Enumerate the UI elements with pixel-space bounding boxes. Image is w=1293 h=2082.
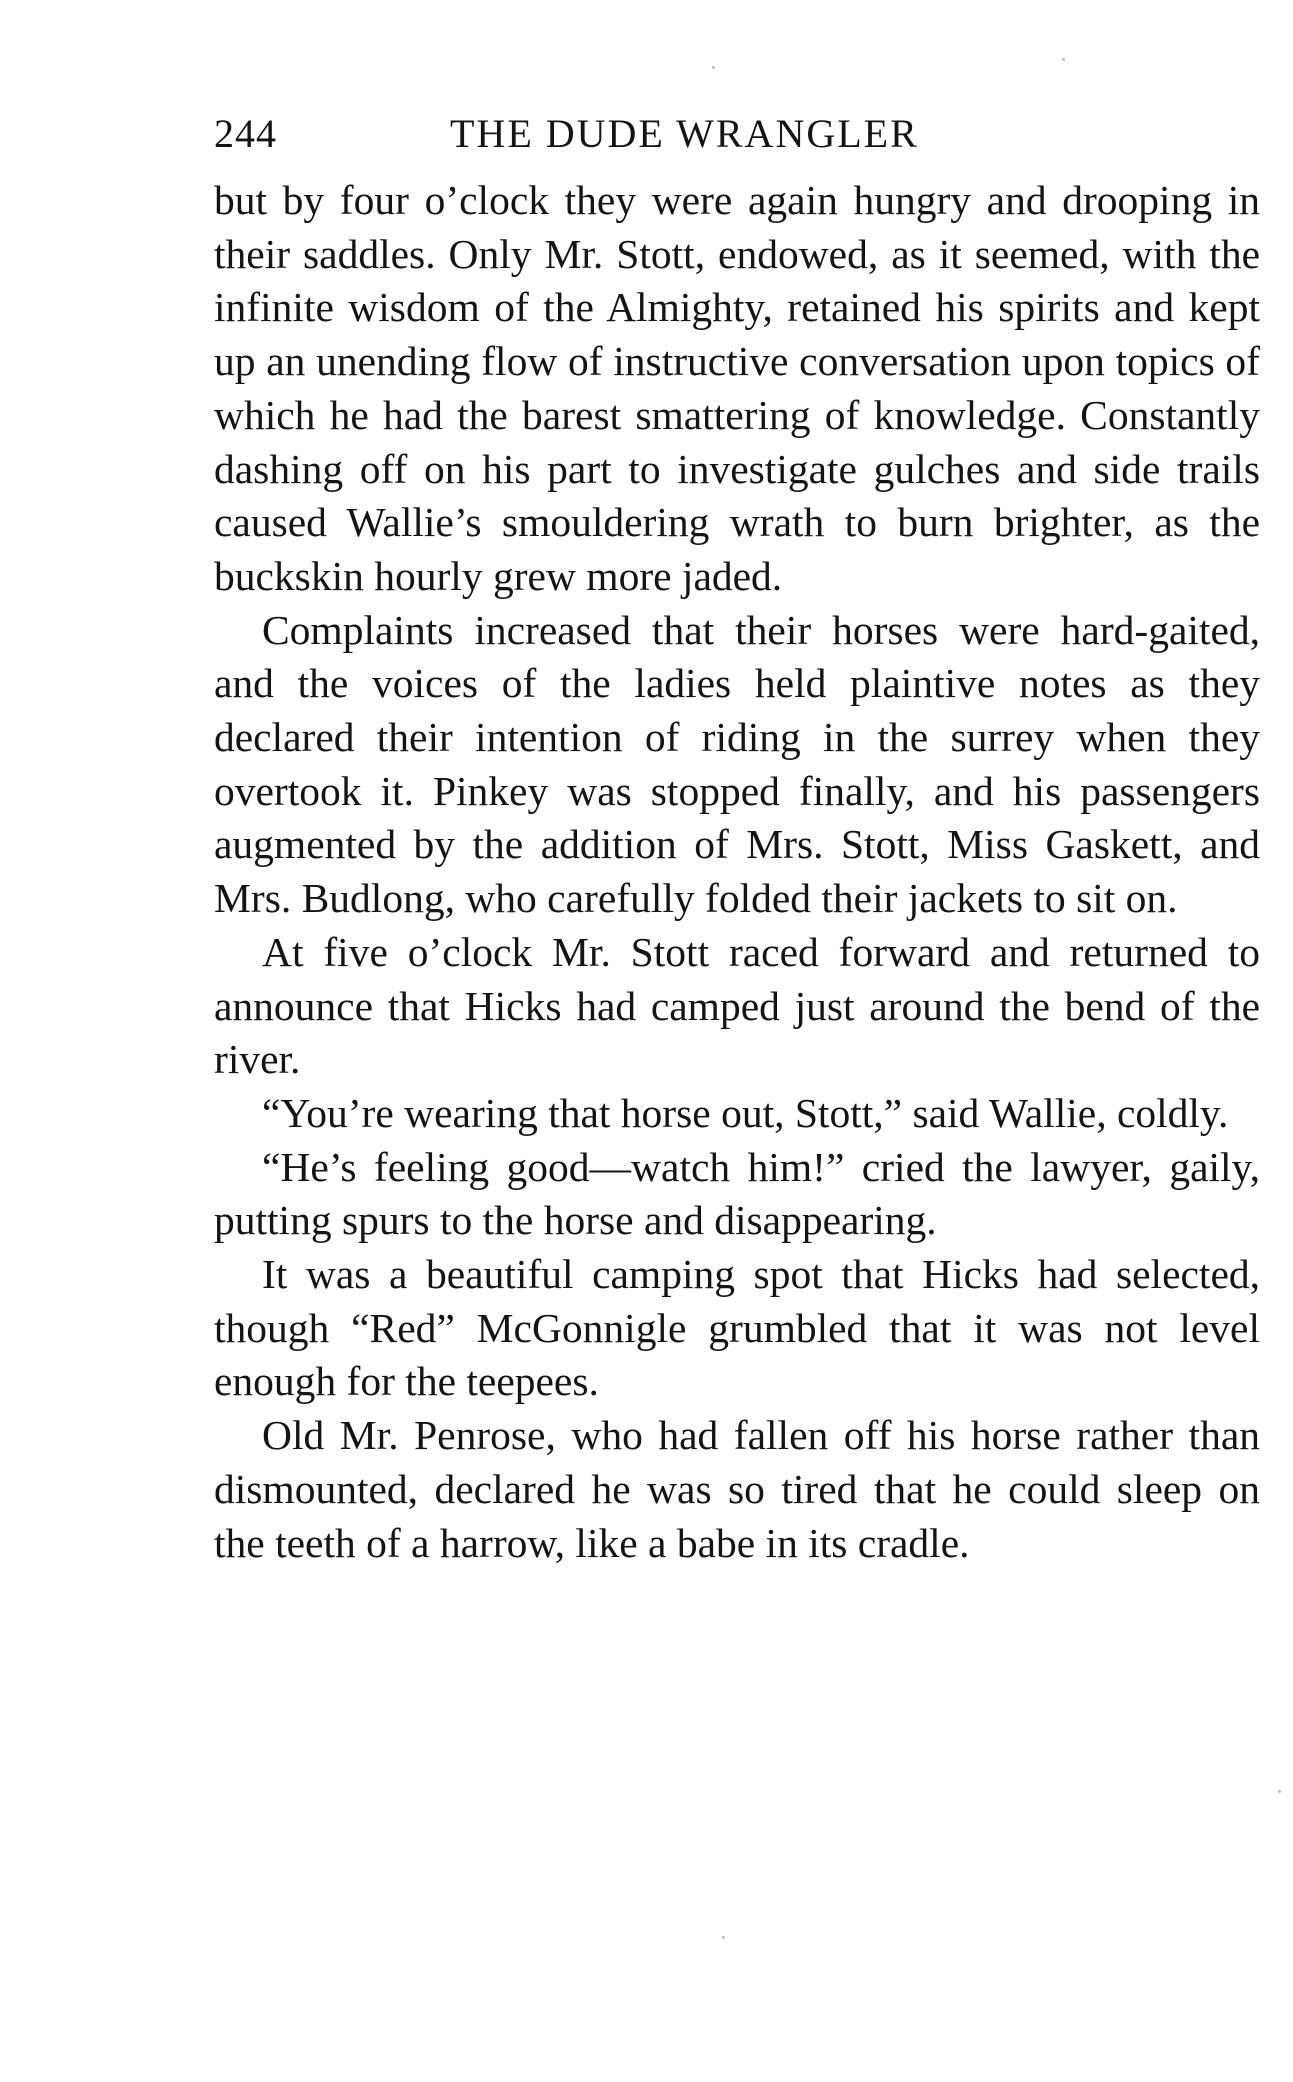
paragraph: At five o’clock Mr. Stott raced forward and returned to announce that Hicks had camped just around the bend of the river. <box>214 928 1260 1083</box>
paragraph-continued: but by four o’clock they were again hungry and drooping in their saddles. Only Mr. Stott, endowed, as it seemed, with the infinite wisdom of the Almighty, retained his spirits and kept up an unending flow of instructive conversation upon topics of which he had the barest smattering of knowledge. Constantly dashing off on his part to investigate gulches and side trails caused Wallie’s smouldering wrath to burn brighter, as the buckskin hourly grew more jaded. <box>214 177 1260 599</box>
paper-speck <box>722 1936 725 1939</box>
paragraph: Complaints increased that their horses were hard-gaited, and the voices of the ladies held plaintive notes as they declared their intention of riding in the surrey when they overtook it. Pinkey was stopped finally, and his passengers augmented by the addition of Mrs. Stott, Miss Gaskett, and Mrs. Budlong, who carefully folded their jackets to sit on. <box>214 606 1260 922</box>
paper-speck <box>1278 1790 1281 1793</box>
running-head <box>214 110 1260 174</box>
paper-speck <box>712 66 715 69</box>
paragraph: “You’re wearing that horse out, Stott,” said Wallie, coldly. <box>262 1089 1229 1136</box>
paragraph: Old Mr. Penrose, who had fallen off his horse rather than dismounted, declared he was so tired that he could sleep on the teeth of a harrow, like a babe in its cradle. <box>214 1412 1260 1566</box>
paper-speck <box>1062 58 1065 61</box>
body-text <box>214 174 1260 1570</box>
book-page <box>214 110 1260 1570</box>
book-title: THE DUDE WRANGLER <box>450 111 919 156</box>
paragraph: “He’s feeling good—watch him!” cried the lawyer, gaily, putting spurs to the horse and disappearing. <box>214 1143 1260 1244</box>
paragraph: It was a beautiful camping spot that Hicks had selected, though “Red” McGonnigle grumbled that it was not level enough for the teepees. <box>214 1251 1260 1405</box>
page-number: 244 <box>214 111 277 156</box>
